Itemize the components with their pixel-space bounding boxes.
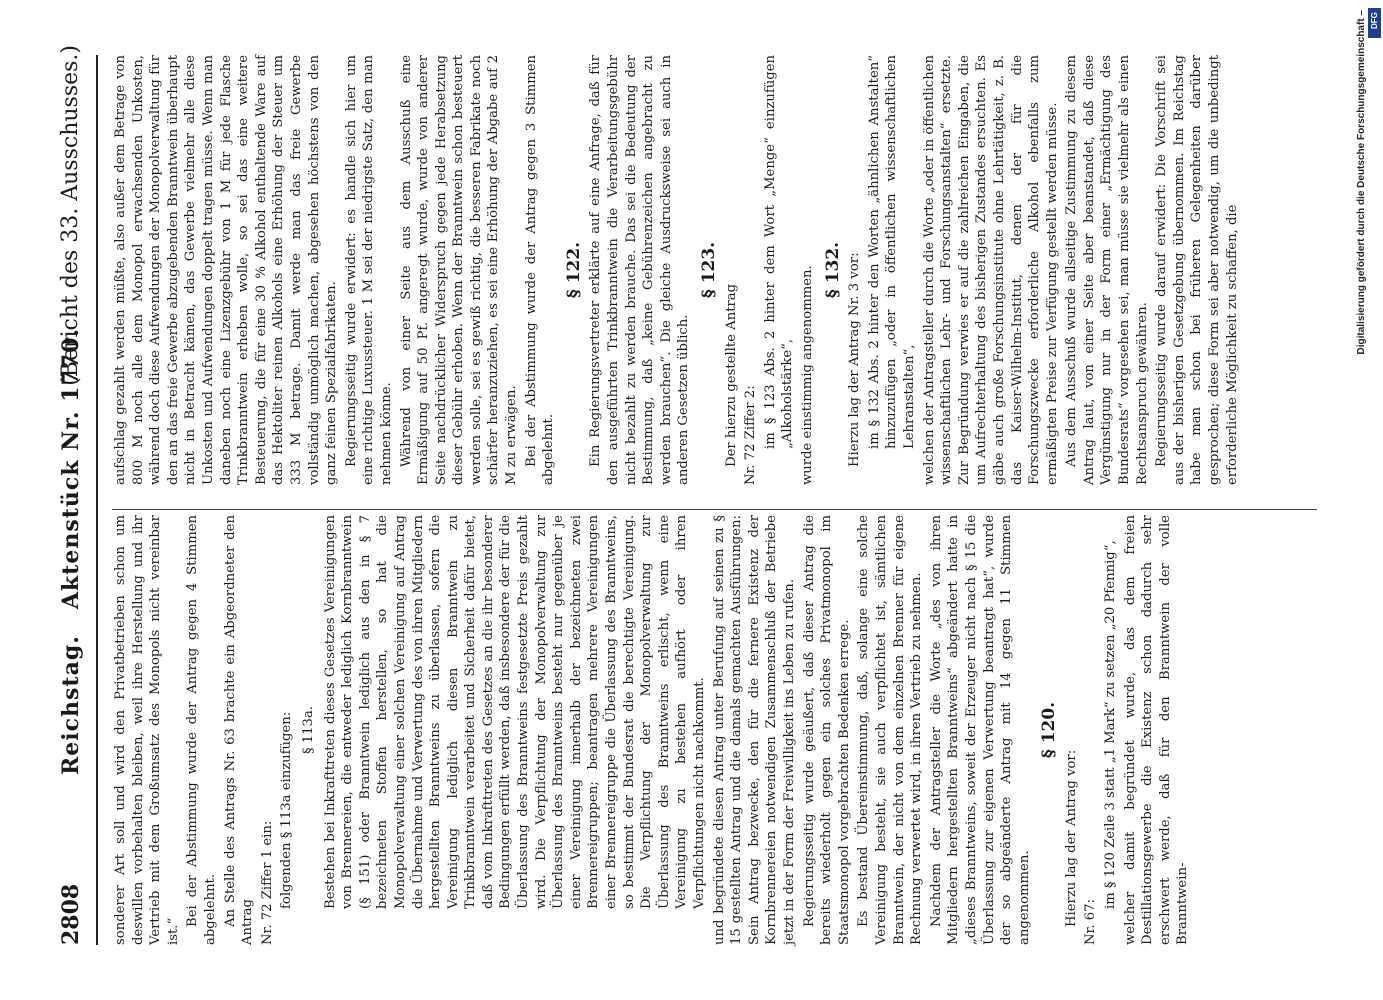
paragraph: Nr. 72 Ziffer 2:	[743, 385, 759, 485]
paragraph: Hierzu lag der Antrag Nr. 3 vor:	[847, 252, 863, 467]
paragraph: Der hierzu gestellte Antrag	[723, 283, 739, 467]
paragraph: im § 120 Zeile 3 statt „1 Mark“ zu setzen „20 Pfennig“,	[1103, 540, 1119, 909]
paragraph: wurde einstimmig angenommen.	[799, 265, 815, 485]
paragraph: welchen der Antragsteller durch die Worte „oder in öffentlichen wissenschaftlichen Lehr- und Forschungsanstalten“ ersetzte. Zur Begründung verwies er auf die zahlreichen Eingaben, die um Aufrechterhaltung des bisherigen Zustandes ersuchten. Es gäbe auch große Forschungsinstitute ohne Lehrtätigkeit, z. B. das Kaiser-Wilhelm-Institut, denen der für die Forschungszwecke erforderliche Alkohol ebenfalls zum ermäßigten Preise zur Verfügung gestellt werden müsse.	[921, 55, 1060, 485]
page-header	[58, 45, 98, 945]
paragraph: An Stelle des Antrags Nr. 63 brachte ein Abgeordneter den Antrag	[222, 515, 256, 945]
paragraph: Regierungsseitig wurde darauf erwidert: Die Vorschrift sei aus der bisherigen Gesetzgebung übernommen. Im Reichstag habe man schon bei früheren Gelegenheiten darüber gesprochen; diese Form sei aber notwendig, um die unbedingt erforderliche Möglichkeit zu schaffen, die	[1154, 55, 1240, 485]
paragraph: Bei der Abstimmung wurde der Antrag gegen 3 Stimmen abgelehnt.	[523, 55, 557, 485]
section-title: (Bericht des 33. Ausschusses.)	[58, 45, 83, 386]
paragraph: aufschlag gezahlt werden müßte, also außer dem Betrage von 800 M noch alle dem Monopol erwachsenden Unkosten, während doch diese Aufwendungen der Monopolverwaltung für den an das freie Gewerbe abzugebenden Branntwein überhaupt nicht in Betracht kämen, das Gewerbe vielmehr alle diese Unkosten und Aufwendungen doppelt tragen müsse. Wenn man daneben noch eine Lizenzgebühr von 1 M für jede Flasche Trinkbranntwein erheben wolle, so sei das eine weitere Besteuerung, die für eine 30 % Alkohol enthaltende Ware auf das Hektoliter reinen Alkohols eine Erhöhung der Steuer um 333 M betrage. Damit werde man das freie Gewerbe vollständig unmöglich machen, abgesehen höchstens von den ganz feinen Spezialfabrikaten.	[113, 55, 340, 485]
paragraph: im § 132 Abs. 2 hinter den Worten „ähnlichen Anstalten“ hinzuzufügen „oder in öffentlichen wissenschaftlichen Lehranstalten“,	[866, 55, 917, 449]
paragraph: welcher damit begründet wurde, das dem freien Destillationsgewerbe die Existenz schon dadurch sehr erschwert werde, daß für den Branntwein der volle Branntwein-	[1122, 515, 1191, 945]
paragraph: Nr. 72 Ziffer 1 ein:	[259, 820, 275, 945]
dfg-logo	[1368, 8, 1381, 38]
column-divider	[112, 509, 1317, 510]
paragraph: sonderer Art soll und wird den Privatbetrieben schon um deswillen vorbehalten bleiben, weil ihre Herstellung und ihr Vertrieb mit dem Großumsatz des Monopols nicht vereinbar ist.“	[113, 515, 181, 945]
dfg-logo-text: DFG	[1370, 12, 1379, 29]
section-heading: § 123.	[699, 241, 719, 299]
section-heading: § 132.	[822, 241, 843, 299]
paragraph: im § 123 Abs. 2 hinter dem Wort „Menge“ einzufügen „Alkoholstärke“,	[762, 55, 796, 449]
paragraph: und begründete diesen Antrag unter Berufung auf seinen zu § 15 gestellten Antrag und die damals gemachten Ausführungen: Sein Antrag bezwecke, den für die fernere Existenz der Kornbrennereien notwendigen Zusammenschluß der Betriebe jetzt in der Form der Freiwilligkeit ins Leben zu rufen.	[711, 515, 797, 945]
paragraph: Bestehen bei Inkrafttreten dieses Gesetzes Vereinigungen von Brennereien, die entweder lediglich Kornbranntwein (§ 151) oder Branntwein lediglich aus den in § 7 bezeichneten Stoffen herstellen, so hat die Monopolverwaltung einer solchen Vereinigung auf Antrag die Übernahme und Verwertung des von ihren Mitgliedern hergestellten Branntweins zu überlassen, sofern die Vereinigung lediglich diesen Branntwein zu Trinkbranntwein verarbeitet und Sicherheit dafür bietet, daß vom Inkrafttreten des Gesetzes an die ihr besonderer Bedingungen erfüllt werden, daß insbesondere der für die Überlassung des Branntweins festgesetzte Preis gezahlt wird. Die Verpflichtung der Monopolverwaltung zur Überlassung des Branntweins besteht nur gegenüber je einer Vereinigung innerhalb der bezeichneten zwei Brennereigruppen; beantragen mehrere Vereinigungen einer Brennereigruppe die Überlassung des Branntweins, so bestimmt der Bundesrat die berechtigte Vereinigung. Die Verpflichtung der Monopolverwaltung zur Überlassung des Branntweins erlischt, wenn eine Vereinigung zu bestehen aufhört oder ihren Verpflichtungen nicht nachkommt.	[322, 515, 707, 909]
document-number: Aktenstück Nr. 1770.	[58, 327, 84, 610]
paragraph: Regierungsseitig wurde erwidert: es handle sich hier um eine richtige Luxussteuer. 1 M sei der niedrigste Satz, den man nehmen könne.	[343, 55, 394, 485]
paragraph: Bei der Abstimmung wurde der Antrag gegen 4 Stimmen abgelehnt.	[185, 515, 218, 945]
credit-text: Digitalisierung gefördert durch die Deutsche Forschungsgemeinschaft –	[1356, 10, 1367, 355]
digitization-credit	[1352, 10, 1372, 990]
paragraph: Nr. 67:	[1083, 898, 1099, 945]
paragraph: Ein Regierungsvertreter erklärte auf eine Anfrage, daß für den ausgeführten Trinkbranntwein die Verarbeitungsgebühr nicht bezahlt zu werden brauche. Das sei die Bedeutung der Bestimmung, daß „keine Gebührenzeichen angebracht zu werden brauchen“. Die gleiche Ausdrucksweise sei auch in anderen Gesetzen üblich.	[588, 55, 692, 485]
left-column	[112, 515, 1194, 945]
page-number: 2808	[58, 883, 84, 945]
right-column	[112, 55, 1243, 485]
paragraph: Hierzu lag der Antrag vor:	[1063, 749, 1079, 927]
paragraph: folgenden § 113a einzufügen:	[279, 711, 295, 909]
section-heading: § 120.	[1039, 701, 1060, 759]
section-heading: § 113a.	[300, 706, 316, 755]
section-heading: § 122.	[563, 241, 584, 299]
header-rule	[96, 55, 98, 945]
header-title	[58, 328, 84, 775]
paragraph: Nachdem der Antragsteller die Worte „des von ihren Mitgliedern hergestellten Branntweins“ abgeändert hatte in „dieses Branntweins, soweit der Erzeuger nicht nach § 15 die Überlassung zur eigenen Verwertung beantragt hat“, wurde der so abgeänderte Antrag mit 14 gegen 11 Stimmen angenommen.	[928, 515, 1032, 945]
paragraph: Während von einer Seite aus dem Ausschuß eine Ermäßigung auf 50 Pf. angeregt wurde, wurde von anderer Seite nachdrücklicher Widerspruch gegen jede Herabsetzung dieser Gebühr erhoben. Wenn der Branntwein schon besteuert werden solle, sei es gewiß richtig, die besseren Fabrikate noch schärfer heranzuziehen, es sei eine Erhöhung der Abgabe auf 2 M zu erwägen.	[398, 55, 520, 485]
paragraph: Es bestand Übereinstimmung, daß, solange eine solche Vereinigung besteht, sie auch verpflichtet ist, sämtlichen Branntwein, der nicht von dem einzelnen Brenner für eigene Rechnung verwertet wird, in ihren Vertrieb zu nehmen.	[856, 515, 925, 945]
paragraph: Regierungsseitig wurde geäußert, daß dieser Antrag die bereits wiederholt gegen ein solches Privatmonopol im Staatsmonopol vorgebrachten Bedenken errege.	[801, 515, 852, 945]
parliament-name: Reichstag.	[58, 635, 84, 775]
paragraph: Aus dem Ausschuß wurde allseitige Zustimmung zu diesem Antrag laut, von einer Seite aber beanstandet, daß diese Vergünstigung nur in der Form einer „Ermächtigung des Bundesrats“ vorgesehen sei, man müsse sie vielmehr als einen Rechtsanspruch gewähren.	[1064, 55, 1150, 485]
